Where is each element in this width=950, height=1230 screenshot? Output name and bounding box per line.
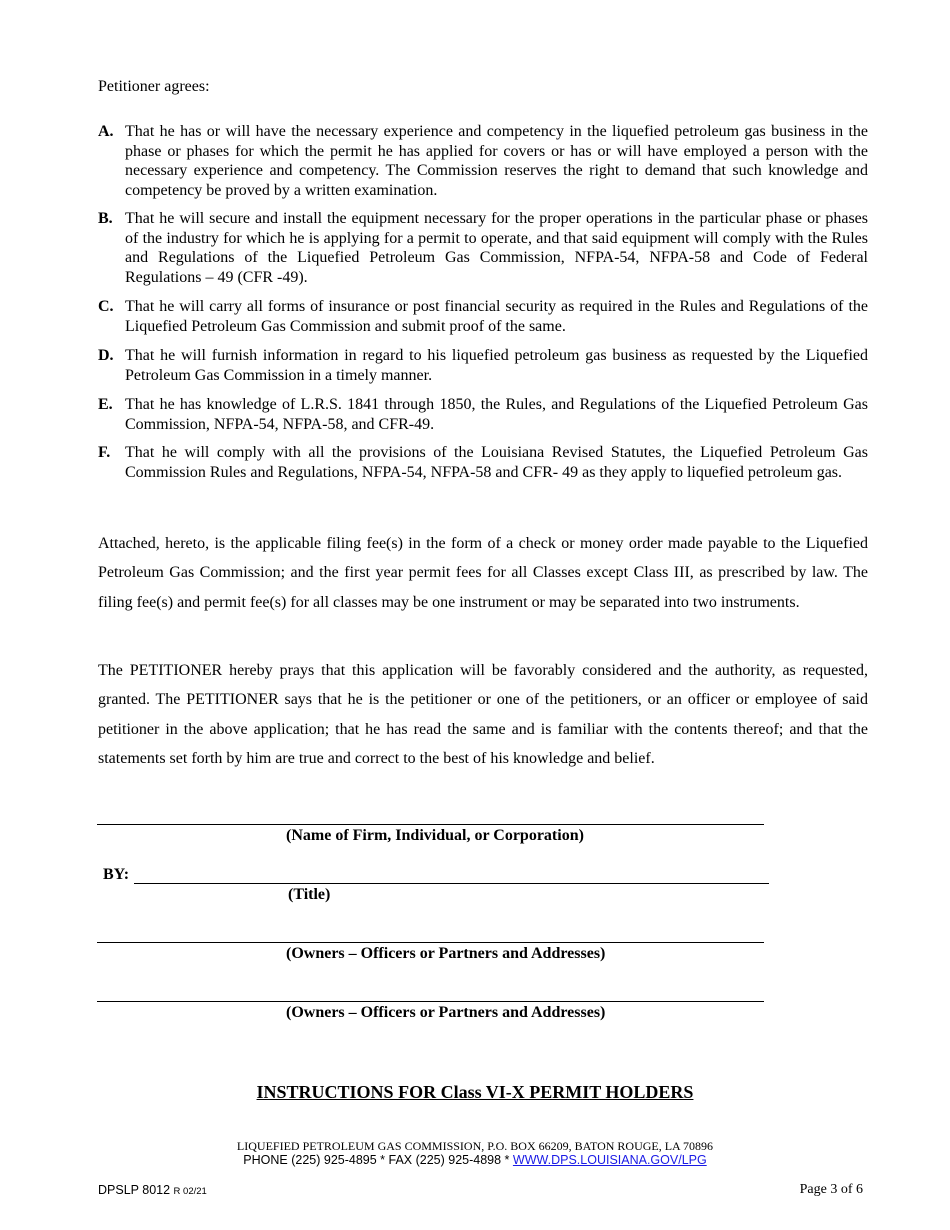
- item-label: E.: [98, 396, 113, 413]
- owners-line-2[interactable]: [97, 1001, 764, 1002]
- fee-paragraph: Attached, hereto, is the applicable filing fee(s) in the form of a check or money order made payable to the Liquefied Petroleum Gas Commission; and the first year permit fees for all Classes except Class III, as prescribed by law. The filing fee(s) and permit fee(s) for all classes may be one instrument or may be separated into two instruments.: [98, 535, 868, 611]
- list-item-a: [98, 122, 868, 200]
- item-label: B.: [98, 210, 113, 227]
- list-item-c: [98, 297, 868, 336]
- footer-contact: [0, 1153, 950, 1167]
- list-item-d: [98, 346, 868, 385]
- item-text: That he will comply with all the provisions of the Louisiana Revised Statutes, the Liquefied Petroleum Gas Commission Rules and Regulations, NFPA-54, NFPA-58 and CFR- 49 as they apply to liquefied petroleum gas.: [125, 444, 868, 481]
- owners-caption-2: (Owners – Officers or Partners and Addresses): [286, 1004, 606, 1021]
- item-label: D.: [98, 347, 114, 364]
- form-number: [98, 1183, 207, 1197]
- form-number-text: DPSLP 8012: [98, 1183, 171, 1197]
- title-caption: (Title): [288, 886, 331, 903]
- item-label: F.: [98, 444, 111, 461]
- intro-text: Petitioner agrees:: [98, 78, 210, 95]
- item-label: A.: [98, 123, 114, 140]
- instructions-heading: INSTRUCTIONS FOR Class VI-X PERMIT HOLDERS: [256, 1082, 694, 1102]
- revision-text: R 02/21: [173, 1186, 207, 1197]
- title-signature-line[interactable]: [134, 883, 769, 884]
- website-link[interactable]: WWW.DPS.LOUISIANA.GOV/LPG: [512, 1153, 707, 1167]
- item-text: That he will carry all forms of insurance or post financial security as required in the Rules and Regulations of the Liquefied Petroleum Gas Commission and submit proof of the same.: [125, 298, 868, 335]
- item-text: That he will secure and install the equipment necessary for the proper operations in the particular phase or phases of the industry for which he is applying for a permit to operate, and that said equipment will comply with the Rules and Regulations of the Liquefied Petroleum Gas Commission, NFPA-54, NFPA-58 and Code of Federal Regulations – 49 (CFR -49).: [125, 210, 868, 286]
- firm-caption: (Name of Firm, Individual, or Corporation): [286, 827, 584, 844]
- page-number: Page 3 of 6: [799, 1182, 863, 1197]
- item-text: That he will furnish information in regard to his liquefied petroleum gas business as requested by the Liquefied Petroleum Gas Commission in a timely manner.: [125, 347, 868, 384]
- petition-paragraph: The PETITIONER hereby prays that this application will be favorably considered and the authority, as requested, granted. The PETITIONER says that he is the petitioner or one of the petitioners, or an officer or employee of said petitioner in the above application; that he has read the same and is familiar with the contents thereof; and that the statements set forth by him are true and correct to the best of his knowledge and belief.: [98, 662, 868, 768]
- footer-phone: PHONE (225) 925-4895 * FAX (225) 925-4898 *: [243, 1153, 510, 1167]
- list-item-e: [98, 395, 868, 434]
- item-text: That he has knowledge of L.R.S. 1841 through 1850, the Rules, and Regulations of the Liquefied Petroleum Gas Commission, NFPA-54, NFPA-58, and CFR-49.: [125, 396, 868, 433]
- list-item-b: [98, 209, 868, 287]
- owners-caption-1: (Owners – Officers or Partners and Addresses): [286, 945, 606, 962]
- firm-signature-line[interactable]: [97, 824, 764, 825]
- footer-address: LIQUEFIED PETROLEUM GAS COMMISSION, P.O. BOX 66209, BATON ROUGE, LA 70896: [236, 1139, 714, 1153]
- by-label: BY:: [103, 866, 130, 883]
- item-label: C.: [98, 298, 114, 315]
- item-text: That he has or will have the necessary experience and competency in the liquefied petroleum gas business in the phase or phases for which the permit he has applied for covers or has or will have employed a person with the necessary experience and competency. The Commission reserves the right to demand that such knowledge and competency be proved by a written examination.: [125, 123, 868, 199]
- owners-line-1[interactable]: [97, 942, 764, 943]
- list-item-f: [98, 443, 868, 482]
